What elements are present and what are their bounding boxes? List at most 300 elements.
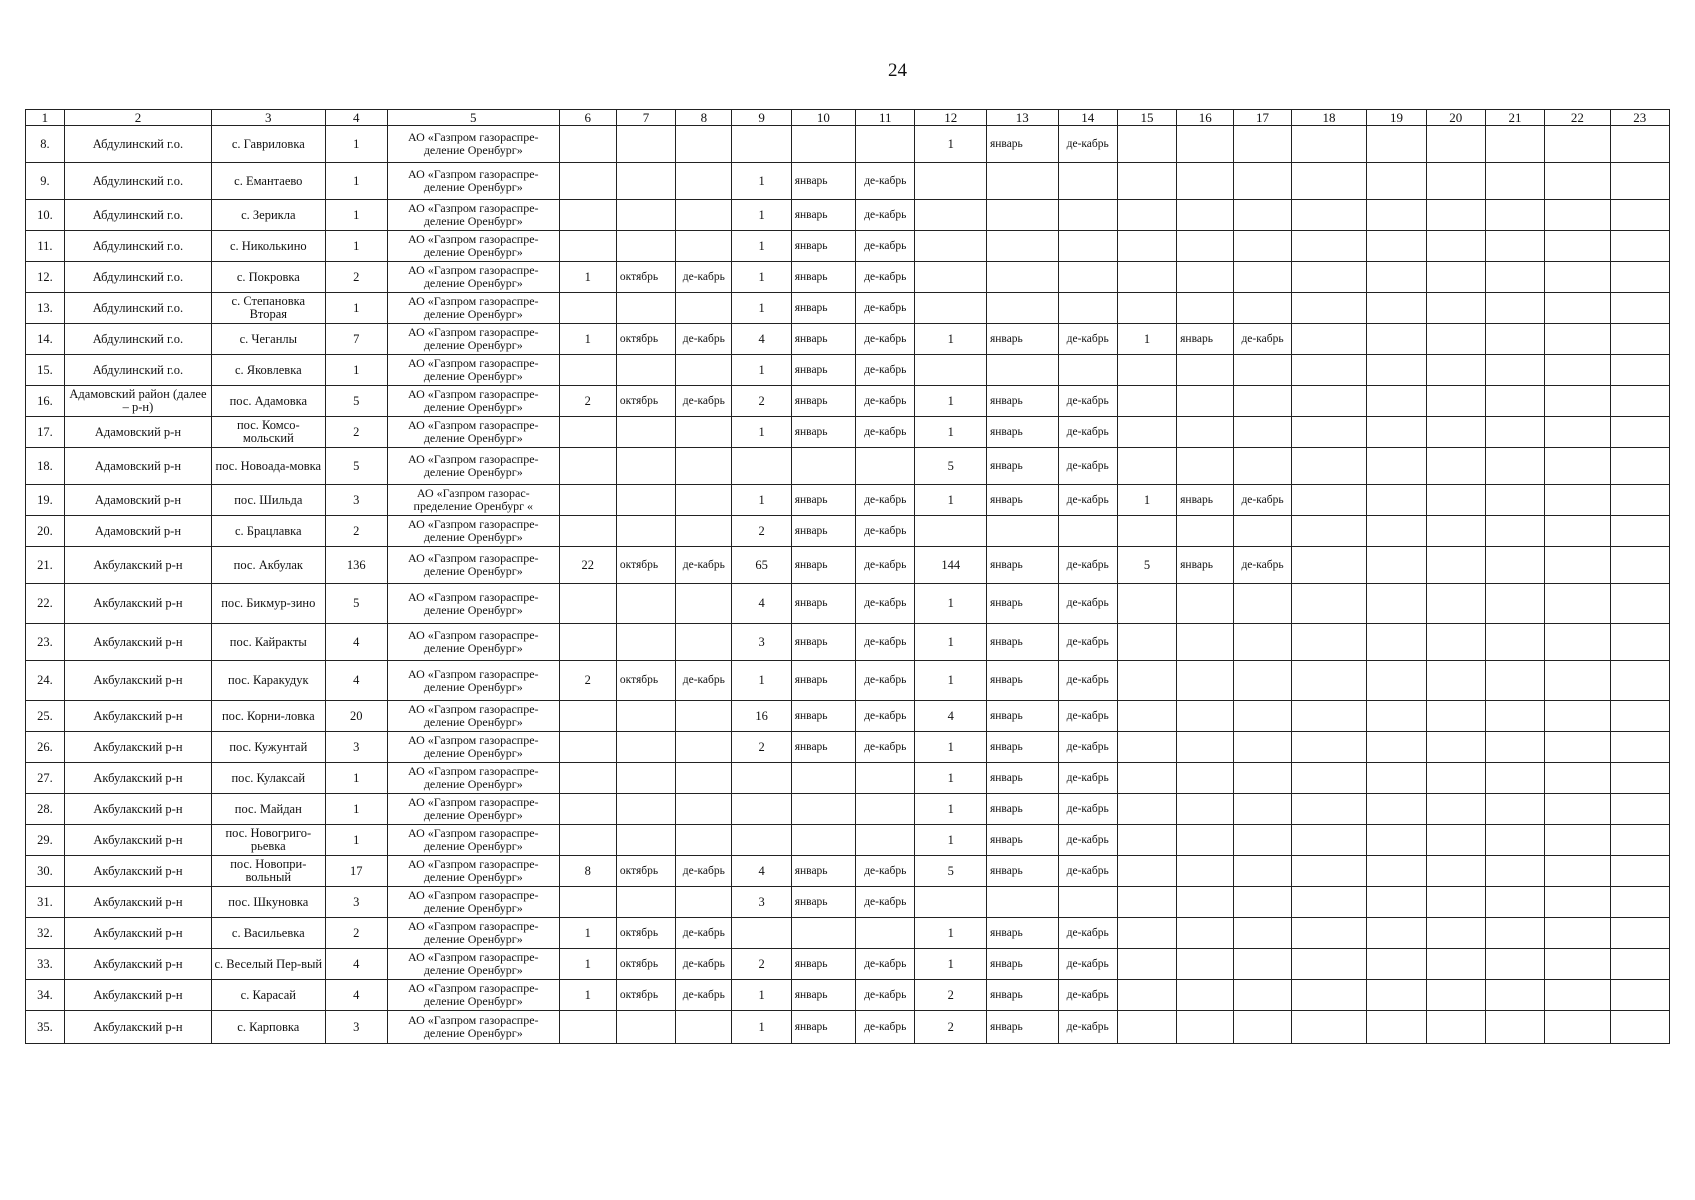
table-cell: 33.: [26, 949, 65, 980]
table-cell: [676, 126, 732, 163]
table-cell: [1485, 1011, 1544, 1044]
column-header: 6: [559, 110, 616, 126]
table-row: [26, 231, 1670, 262]
table-cell: [791, 763, 855, 794]
table-cell: [676, 417, 732, 448]
table-cell: [1234, 856, 1291, 887]
table-cell: 8.: [26, 126, 65, 163]
table-cell: [1367, 448, 1426, 485]
table-cell: 1: [732, 1011, 791, 1044]
table-cell: [856, 918, 915, 949]
table-cell: 1: [915, 918, 987, 949]
table-cell: [1291, 949, 1367, 980]
table-cell: [1291, 1011, 1367, 1044]
table-cell: 1: [915, 485, 987, 516]
table-cell: 2: [325, 262, 387, 293]
table-cell: 1: [1117, 485, 1176, 516]
column-header: 15: [1117, 110, 1176, 126]
table-cell: 1: [915, 732, 987, 763]
table-cell: [1367, 231, 1426, 262]
table-cell: 1: [915, 763, 987, 794]
table-cell: [1545, 200, 1610, 231]
table-cell: пос. Кужунтай: [212, 732, 325, 763]
table-cell: де-кабрь: [1058, 949, 1117, 980]
table-cell: 2: [732, 386, 791, 417]
table-cell: [986, 231, 1058, 262]
table-cell: де-кабрь: [856, 163, 915, 200]
table-row: [26, 163, 1670, 200]
table-cell: [616, 887, 675, 918]
table-cell: [1117, 584, 1176, 624]
table-cell: с. Брацлавка: [212, 516, 325, 547]
table-cell: де-кабрь: [1234, 324, 1291, 355]
table-cell: 1: [732, 661, 791, 701]
table-cell: [676, 763, 732, 794]
table-cell: [676, 448, 732, 485]
table-cell: [559, 485, 616, 516]
table-cell: [1485, 485, 1544, 516]
table-cell: [559, 1011, 616, 1044]
table-cell: 2: [559, 386, 616, 417]
table-cell: 1: [915, 825, 987, 856]
column-header: 8: [676, 110, 732, 126]
table-cell: [1426, 163, 1485, 200]
table-cell: январь: [791, 1011, 855, 1044]
table-cell: [1485, 547, 1544, 584]
table-cell: [1545, 624, 1610, 661]
table-cell: де-кабрь: [856, 732, 915, 763]
table-cell: январь: [791, 584, 855, 624]
table-cell: [1610, 1011, 1669, 1044]
table-cell: 1: [325, 293, 387, 324]
table-cell: январь: [986, 624, 1058, 661]
table-row: [26, 262, 1670, 293]
table-cell: 5: [325, 584, 387, 624]
table-cell: [1291, 262, 1367, 293]
table-cell: [1367, 701, 1426, 732]
table-cell: [915, 163, 987, 200]
table-row: [26, 980, 1670, 1011]
table-cell: январь: [986, 1011, 1058, 1044]
table-cell: [1058, 231, 1117, 262]
table-cell: де-кабрь: [676, 856, 732, 887]
table-cell: октябрь: [616, 661, 675, 701]
table-row: [26, 1011, 1670, 1044]
table-cell: [1367, 794, 1426, 825]
table-cell: 23.: [26, 624, 65, 661]
table-cell: январь: [791, 293, 855, 324]
table-cell: 17.: [26, 417, 65, 448]
table-cell: январь: [986, 324, 1058, 355]
table-cell: [616, 485, 675, 516]
table-cell: [1234, 918, 1291, 949]
table-cell: Акбулакский р-н: [64, 763, 211, 794]
table-cell: январь: [986, 732, 1058, 763]
table-cell: [559, 732, 616, 763]
table-row: [26, 701, 1670, 732]
table-row: [26, 448, 1670, 485]
table-cell: январь: [791, 355, 855, 386]
table-cell: де-кабрь: [1058, 701, 1117, 732]
table-cell: [1177, 887, 1234, 918]
table-cell: пос. Шильда: [212, 485, 325, 516]
table-cell: [676, 701, 732, 732]
table-cell: [1610, 163, 1669, 200]
table-cell: [856, 126, 915, 163]
table-cell: [1610, 856, 1669, 887]
table-cell: [1367, 386, 1426, 417]
table-cell: АО «Газпром газораспре-деление Оренбург»: [387, 701, 559, 732]
table-cell: [1058, 355, 1117, 386]
table-cell: пос. Новоада-мовка: [212, 448, 325, 485]
table-cell: октябрь: [616, 856, 675, 887]
table-cell: [676, 163, 732, 200]
table-cell: Акбулакский р-н: [64, 584, 211, 624]
table-cell: [915, 516, 987, 547]
table-cell: [1610, 661, 1669, 701]
table-cell: [1117, 231, 1176, 262]
table-row: [26, 355, 1670, 386]
table-cell: январь: [986, 547, 1058, 584]
table-cell: [1117, 448, 1176, 485]
table-cell: 10.: [26, 200, 65, 231]
table-cell: [1545, 386, 1610, 417]
table-cell: [1610, 262, 1669, 293]
table-cell: [1367, 324, 1426, 355]
table-cell: 4: [915, 701, 987, 732]
table-row: [26, 516, 1670, 547]
table-cell: январь: [791, 661, 855, 701]
table-cell: АО «Газпром газораспре-деление Оренбург»: [387, 547, 559, 584]
table-cell: 1: [915, 324, 987, 355]
table-row: [26, 386, 1670, 417]
table-cell: [1545, 448, 1610, 485]
table-cell: с. Карасай: [212, 980, 325, 1011]
table-cell: [1610, 794, 1669, 825]
table-cell: [1367, 417, 1426, 448]
table-cell: [1545, 126, 1610, 163]
table-cell: [1117, 355, 1176, 386]
table-cell: [915, 200, 987, 231]
table-cell: де-кабрь: [1234, 485, 1291, 516]
table-cell: [856, 763, 915, 794]
table-cell: 2: [325, 417, 387, 448]
table-cell: 2: [559, 661, 616, 701]
table-cell: январь: [986, 417, 1058, 448]
table-cell: [1610, 887, 1669, 918]
table-cell: [559, 163, 616, 200]
table-cell: [676, 231, 732, 262]
table-cell: [791, 126, 855, 163]
table-cell: [915, 231, 987, 262]
table-cell: [616, 701, 675, 732]
table-cell: де-кабрь: [856, 417, 915, 448]
table-cell: Акбулакский р-н: [64, 1011, 211, 1044]
table-cell: де-кабрь: [856, 701, 915, 732]
table-cell: 16.: [26, 386, 65, 417]
table-cell: [1426, 661, 1485, 701]
table-cell: январь: [986, 448, 1058, 485]
table-cell: [1291, 584, 1367, 624]
table-cell: [1058, 163, 1117, 200]
table-cell: 25.: [26, 701, 65, 732]
table-cell: 1: [915, 794, 987, 825]
table-cell: АО «Газпром газораспре-деление Оренбург»: [387, 324, 559, 355]
table-row: [26, 763, 1670, 794]
table-cell: январь: [791, 163, 855, 200]
table-cell: [1610, 485, 1669, 516]
table-cell: [1291, 732, 1367, 763]
table-cell: [1426, 417, 1485, 448]
table-cell: [1367, 262, 1426, 293]
table-cell: [676, 485, 732, 516]
table-cell: с. Николькино: [212, 231, 325, 262]
table-cell: [1545, 661, 1610, 701]
table-row: [26, 624, 1670, 661]
table-cell: [1234, 293, 1291, 324]
table-cell: Акбулакский р-н: [64, 980, 211, 1011]
table-cell: [1485, 584, 1544, 624]
table-cell: [676, 293, 732, 324]
table-cell: с. Степановка Вторая: [212, 293, 325, 324]
table-cell: 4: [732, 584, 791, 624]
table-cell: [1485, 293, 1544, 324]
table-cell: [1117, 918, 1176, 949]
table-cell: де-кабрь: [1058, 763, 1117, 794]
table-cell: январь: [791, 386, 855, 417]
table-cell: Акбулакский р-н: [64, 661, 211, 701]
table-cell: 3: [325, 1011, 387, 1044]
table-cell: [1545, 231, 1610, 262]
table-cell: январь: [1177, 324, 1234, 355]
table-cell: [1234, 732, 1291, 763]
table-cell: [1291, 763, 1367, 794]
table-cell: 4: [325, 661, 387, 701]
table-cell: [1545, 949, 1610, 980]
table-cell: АО «Газпром газораспре-деление Оренбург»: [387, 732, 559, 763]
table-cell: де-кабрь: [856, 200, 915, 231]
column-header: 17: [1234, 110, 1291, 126]
table-cell: [1367, 763, 1426, 794]
table-cell: [1367, 856, 1426, 887]
table-cell: [1426, 485, 1485, 516]
table-cell: [616, 763, 675, 794]
table-cell: 2: [732, 516, 791, 547]
table-cell: [1545, 887, 1610, 918]
table-cell: [1426, 794, 1485, 825]
table-cell: январь: [791, 887, 855, 918]
table-cell: октябрь: [616, 386, 675, 417]
table-cell: [1426, 262, 1485, 293]
table-cell: Абдулинский г.о.: [64, 126, 211, 163]
table-cell: [1177, 825, 1234, 856]
table-cell: октябрь: [616, 262, 675, 293]
table-cell: [915, 262, 987, 293]
table-cell: [1291, 448, 1367, 485]
table-cell: [559, 126, 616, 163]
table-cell: 1: [559, 324, 616, 355]
table-cell: [856, 448, 915, 485]
table-cell: [1426, 825, 1485, 856]
table-cell: [1367, 163, 1426, 200]
table-cell: [1234, 701, 1291, 732]
table-cell: 1: [732, 485, 791, 516]
table-cell: январь: [986, 485, 1058, 516]
table-cell: [1117, 949, 1176, 980]
table-cell: 1: [732, 980, 791, 1011]
table-cell: 14.: [26, 324, 65, 355]
table-cell: [1177, 293, 1234, 324]
table-cell: 16: [732, 701, 791, 732]
table-cell: 13.: [26, 293, 65, 324]
table-cell: [1291, 386, 1367, 417]
table-cell: 5: [915, 856, 987, 887]
table-cell: [1117, 417, 1176, 448]
table-cell: [1291, 887, 1367, 918]
table-cell: де-кабрь: [1058, 1011, 1117, 1044]
table-cell: [559, 231, 616, 262]
table-cell: [676, 887, 732, 918]
table-cell: Акбулакский р-н: [64, 624, 211, 661]
table-cell: 12.: [26, 262, 65, 293]
table-cell: [559, 417, 616, 448]
table-cell: [1426, 547, 1485, 584]
column-header: 1: [26, 110, 65, 126]
table-cell: [1117, 624, 1176, 661]
table-cell: [732, 825, 791, 856]
table-cell: 9.: [26, 163, 65, 200]
table-cell: [1545, 355, 1610, 386]
table-cell: [1234, 516, 1291, 547]
table-cell: [1117, 701, 1176, 732]
table-cell: [1426, 324, 1485, 355]
table-cell: [1545, 547, 1610, 584]
table-cell: де-кабрь: [676, 386, 732, 417]
table-cell: АО «Газпром газораспре-деление Оренбург»: [387, 126, 559, 163]
table-cell: [1426, 732, 1485, 763]
table-cell: [1545, 701, 1610, 732]
table-cell: [616, 355, 675, 386]
table-cell: [1291, 163, 1367, 200]
table-cell: 27.: [26, 763, 65, 794]
table-cell: 1: [325, 763, 387, 794]
table-cell: АО «Газпром газораспре-деление Оренбург»: [387, 1011, 559, 1044]
table-cell: октябрь: [616, 980, 675, 1011]
table-cell: 3: [325, 887, 387, 918]
table-cell: Абдулинский г.о.: [64, 200, 211, 231]
table-cell: 2: [325, 918, 387, 949]
column-header: 14: [1058, 110, 1117, 126]
table-cell: Адамовский р-н: [64, 485, 211, 516]
table-cell: пос. Кулаксай: [212, 763, 325, 794]
table-cell: де-кабрь: [1058, 825, 1117, 856]
table-cell: с. Покровка: [212, 262, 325, 293]
table-cell: 15.: [26, 355, 65, 386]
table-cell: [1234, 126, 1291, 163]
table-cell: [1117, 661, 1176, 701]
table-cell: январь: [791, 980, 855, 1011]
table-cell: [1177, 794, 1234, 825]
table-cell: [559, 584, 616, 624]
table-cell: [1234, 887, 1291, 918]
table-cell: 20: [325, 701, 387, 732]
table-cell: октябрь: [616, 918, 675, 949]
table-cell: 1: [325, 126, 387, 163]
table-cell: АО «Газпром газораспре-деление Оренбург»: [387, 200, 559, 231]
table-cell: [559, 763, 616, 794]
table-cell: [1291, 355, 1367, 386]
table-cell: [616, 448, 675, 485]
table-cell: де-кабрь: [856, 980, 915, 1011]
table-cell: [559, 701, 616, 732]
table-row: [26, 918, 1670, 949]
table-cell: 19.: [26, 485, 65, 516]
table-cell: АО «Газпром газораспре-деление Оренбург»: [387, 624, 559, 661]
table-cell: 1: [732, 262, 791, 293]
column-header: 23: [1610, 110, 1669, 126]
table-cell: 1: [559, 949, 616, 980]
table-row: [26, 293, 1670, 324]
table-cell: 1: [732, 163, 791, 200]
table-cell: АО «Газпром газораспре-деление Оренбург»: [387, 763, 559, 794]
table-cell: [986, 262, 1058, 293]
table-cell: [1367, 918, 1426, 949]
table-cell: 26.: [26, 732, 65, 763]
table-cell: [616, 516, 675, 547]
table-cell: январь: [986, 584, 1058, 624]
table-cell: [1545, 485, 1610, 516]
table-cell: 20.: [26, 516, 65, 547]
table-cell: [1610, 624, 1669, 661]
table-cell: АО «Газпром газораспре-деление Оренбург»: [387, 949, 559, 980]
table-cell: АО «Газпром газораспре-деление Оренбург»: [387, 825, 559, 856]
table-cell: [1610, 918, 1669, 949]
table-cell: де-кабрь: [856, 231, 915, 262]
table-cell: [1545, 262, 1610, 293]
table-cell: январь: [986, 763, 1058, 794]
table-cell: [616, 624, 675, 661]
table-cell: [1367, 355, 1426, 386]
table-cell: 22: [559, 547, 616, 584]
table-cell: [1117, 825, 1176, 856]
table-cell: октябрь: [616, 547, 675, 584]
table-cell: [1426, 386, 1485, 417]
table-cell: 28.: [26, 794, 65, 825]
table-cell: Акбулакский р-н: [64, 701, 211, 732]
table-cell: 1: [325, 163, 387, 200]
table-cell: 7: [325, 324, 387, 355]
table-cell: [1610, 231, 1669, 262]
table-cell: [915, 293, 987, 324]
table-cell: Акбулакский р-н: [64, 547, 211, 584]
table-cell: [1234, 980, 1291, 1011]
table-cell: [1367, 661, 1426, 701]
column-header: 4: [325, 110, 387, 126]
table-cell: де-кабрь: [856, 584, 915, 624]
table-cell: 1: [915, 126, 987, 163]
table-cell: АО «Газпром газораспре-деление Оренбург»: [387, 856, 559, 887]
table-cell: [1426, 126, 1485, 163]
table-cell: 2: [915, 980, 987, 1011]
table-cell: АО «Газпром газораспре-деление Оренбург»: [387, 516, 559, 547]
table-cell: [1234, 825, 1291, 856]
table-cell: [986, 293, 1058, 324]
column-header: 5: [387, 110, 559, 126]
table-cell: [676, 624, 732, 661]
table-cell: де-кабрь: [856, 661, 915, 701]
table-cell: [559, 200, 616, 231]
table-cell: 1: [325, 794, 387, 825]
